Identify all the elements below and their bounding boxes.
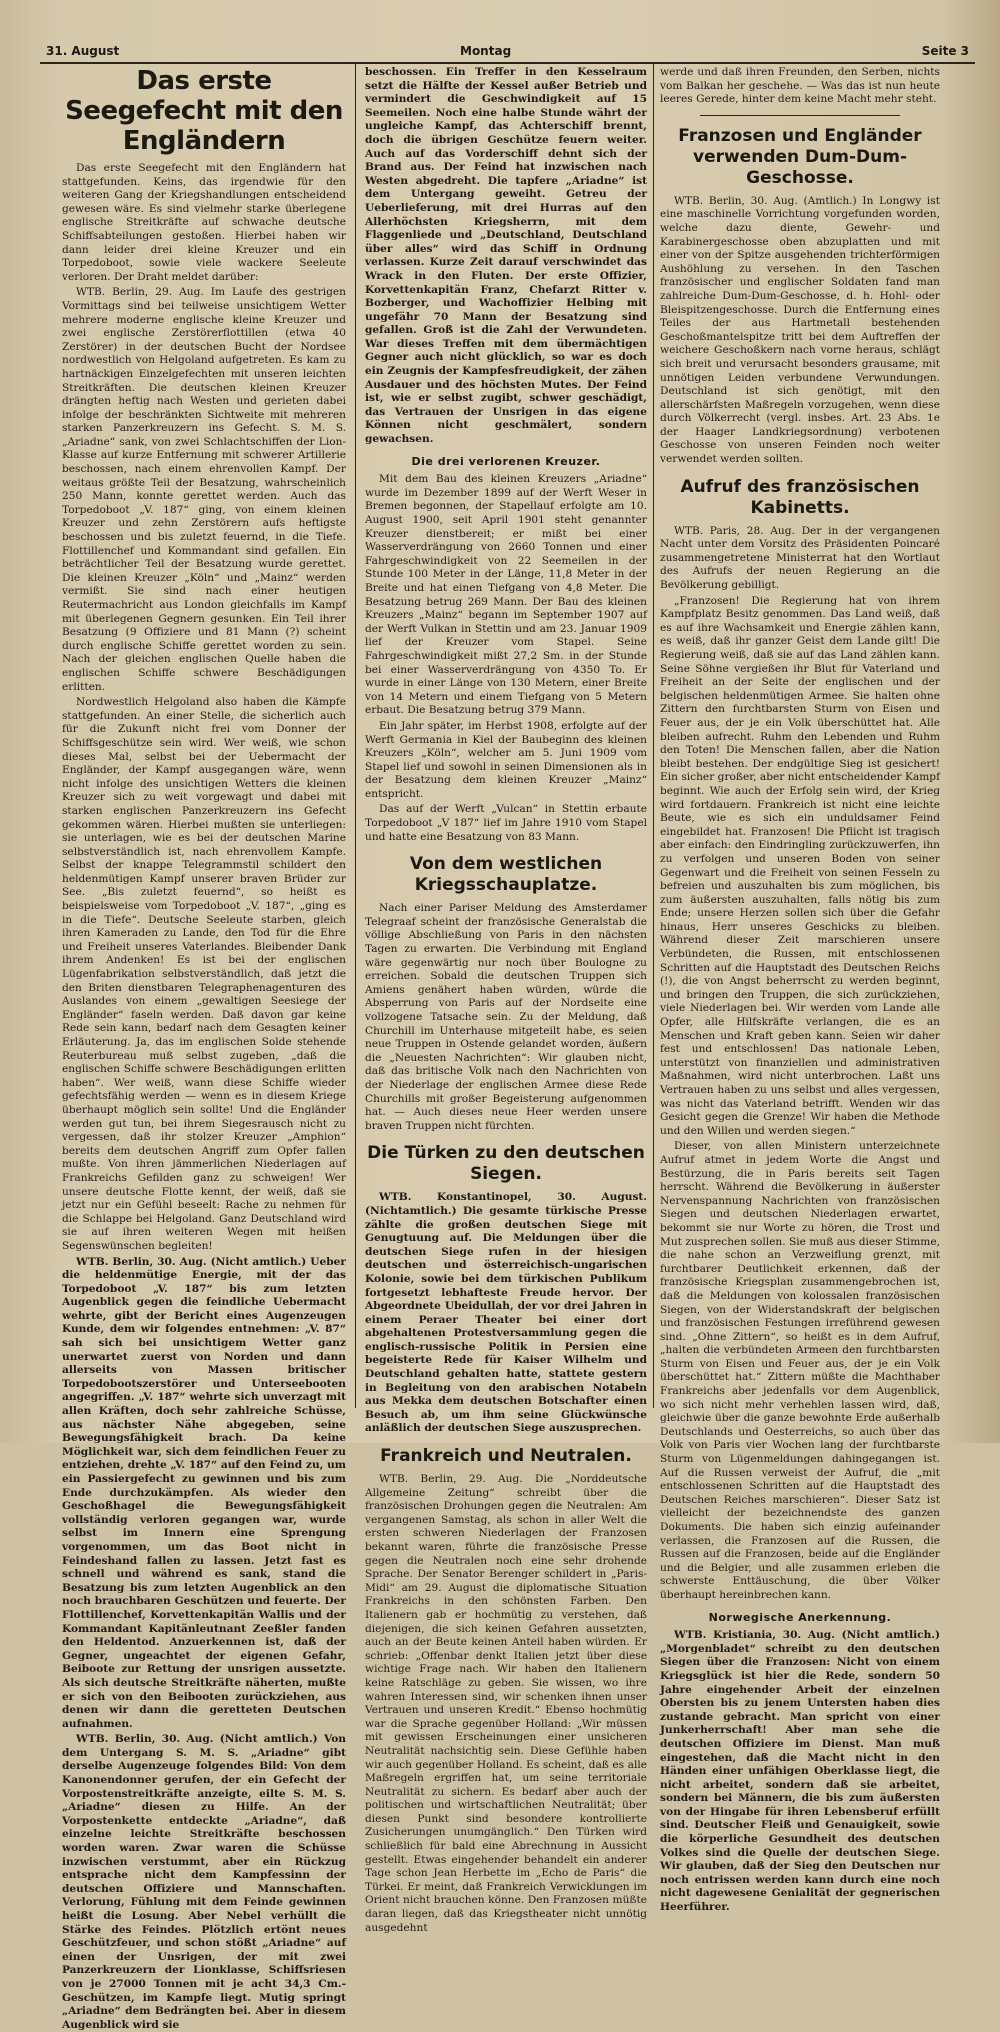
- paragraph: beschossen. Ein Treffer in den Kesselraum setzt die Hälfte der Kessel außer Betrieb und vermindert die Geschwindigkeit auf 15 Seemeilen. Noch eine halbe Stunde währt der ungleiche Kampf, das Achterschiff brennt, doch die übrigen Geschütze feuern weiter. Auch auf das Vorderschiff dehnt sich der Brand aus. Der Feind hat inzwischen nach Westen abgedreht. Die tapfere „Ariadne“ ist dem Untergang geweiht. Getreu der Ueberlieferung, mit drei Hurras auf den Allerhöchsten Kriegsherrn, mit dem Flaggenliede und „Deutschland, Deutschland über alles“ wird das Schiff in Ordnung verlassen. Kurze Zeit darauf verschwindet das Wrack in den Fluten. Der erste Offizier, Korvettenkapitän Franz, Chefarzt Ritter v. Bozberger, und Wachoffizier Helbing mit ungefähr 70 Mann der Besatzung sind gefallen. Groß ist die Zahl der Verwundeten. War dieses Treffen mit dem übermächtigen Gegner auch nicht glücklich, so war es doch ein Zeugnis der Kampfesfreudigkeit, der zähen Ausdauer und des höchsten Mutes. Der Feind ist, wie er selbst zugibt, schwer geschädigt, das Vertrauen der Unsrigen in das eigene Können nicht geschmälert, sondern gewachsen.: [365, 66, 647, 446]
- subheading-norwegisch: Norwegische Anerkennung.: [708, 1610, 892, 1624]
- paragraph: WTB. Kristiania, 30. Aug. (Nicht amtlich.) „Morgenbladet“ schreibt zu den deutschen Siegen über die Franzosen: Nicht von einem Kriegsglück ist hier die Rede, sondern 50 Jahre eingehender Arbeit der einzelnen Obersten bis zu jenem Untersten haben dies zustande gebracht. Man spricht von einer Junkerherrschaft! Aber man sehe die deutschen Offiziere im Dienst. Man muß eingestehen, daß die Macht nicht in den Händen einer unfähigen Oberklasse liegt, die nicht arbeitet, sondern daß sie arbeitet, sondern bei Männern, die bis zum äußersten von der Hingabe für ihren Lebensberuf erfüllt sind. Deutscher Fleiß und Genauigkeit, sowie die körperliche Gesundheit des deutschen Volkes sind die Quelle der deutschen Siege. Wir glauben, daß der Sieg den Deutschen nur noch entrissen werden kann durch eine noch nicht dagewesene Genialität der gegnerischen Heerführer.: [660, 1629, 940, 1914]
- paragraph: Ein Jahr später, im Herbst 1908, erfolgte auf der Werft Germania in Kiel der Baubeginn des kleinen Kreuzers „Köln“, welcher am 5. Juni 1909 vom Stapel lief und sowohl in seinen Dimensionen als in der Besatzung dem kleinen Kreuzer „Mainz“ entspricht.: [365, 719, 647, 800]
- masthead: [40, 40, 975, 64]
- headline-aufruf: Aufruf des französischen Kabinetts.: [680, 476, 920, 518]
- paragraph: WTB. Berlin, 30. Aug. (Nicht amtlich.) Von dem Untergang S. M. S. „Ariadne“ gibt derselbe Augenzeuge folgendes Bild: Von dem Kanonendonner gerufen, der ein Gefecht der Vorpostenstreitkräfte anzeigte, eilte S. M. S. „Ariadne“ diesen zu Hilfe. An der Vorpostenkette entdeckte „Ariadne“, daß einzelne leichte Streitkräfte beschossen worden waren. Zwar waren die Schüsse inzwischen verstummt, aber ein Rückzug entsprache nicht dem Kampfessinn der deutschen Offiziere und Mannschaften. Verlorung, Fühlung mit dem Feinde gewinnen heißt die Losung. Aber Nebel verhüllt die Stärke des Feindes. Plötzlich ertönt neues Geschützfeuer, und schon stößt „Ariadne“ auf einen der Unsrigen, der mit zwei Panzerkreuzern der Lionklasse, Schiffsriesen von je 27000 Tonnen mit je acht 34,3 Cm.-Geschützen, im Kampfe liegt. Mutig springt „Ariadne“ dem Bedrängten bei. Aber in diesem Augenblick wird sie: [62, 1733, 346, 2031]
- headline-seegefecht: Das erste Seegefecht mit den Engländern: [65, 66, 343, 156]
- paragraph: WTB. Berlin, 29. Aug. Im Laufe des gestrigen Vormittags sind bei teilweise unsichtigem Wetter mehrere moderne englische kleine Kreuzer und zwei englische Zerstörerflottillen (etwa 40 Zerstörer) in der deutschen Bucht der Nordsee nordwestlich von Helgoland aufgetreten. Es kam zu hartnäckigen Einzelgefechten mit unseren leichten Streitkräften. Die deutschen kleinen Kreuzer drängten heftig nach Westen und gerieten dabei infolge der beschränkten Sichtweite mit mehreren starken Panzerkreuzern ins Gefecht. S. M. S. „Ariadne“ sank, von zwei Schlachtschiffen der Lion-Klasse auf kurze Entfernung mit schwerer Artillerie beschossen, nach einem ehrenvollen Kampf. Der weitaus größte Teil der Besatzung, wahrscheinlich 250 Mann, konnte gerettet werden. Auch das Torpedoboot „V. 187“ ging, von einem kleinen Kreuzer und zehn Zerstörern aufs heftigste beschossen und bis zuletzt feuernd, in die Tiefe. Flottillenchef und Kommandant sind gefallen. Ein beträchtlicher Teil der Besatzung wurde gerettet. Die kleinen Kreuzer „Köln“ und „Mainz“ werden vermißt. Sie sind nach einer heutigen Reutermachricht aus London gleichfalls im Kampf mit überlegenen Gegnern gesunken. Ein Teil ihrer Besatzung (9 Offiziere und 81 Mann (?) scheint durch englische Schiffe gerettet worden zu sein. Nach der gleichen englischen Quelle haben die englischen Schiffe schwere Beschädigungen erlitten.: [62, 286, 346, 693]
- paragraph: Das erste Seegefecht mit den Engländern hat stattgefunden. Keins, das irgendwie für den weiteren Gang der Kriegshandlungen entscheidend gewesen wäre. Es sind vielmehr starke überlegene englische Streitkräfte auf schwache deutsche Schiffsabteilungen gestoßen. Hierbei haben wir dann leider drei kleine Kreuzer und ein Torpedoboot, sowie viele wackere Seeleute verloren. Der Draht meldet darüber:: [62, 162, 346, 283]
- headline-kriegsschauplatz: Von dem westlichen Kriegsschauplatze.: [409, 854, 603, 896]
- paragraph: werde und daß ihren Freunden, den Serben, nichts vom Balkan her geschehe. — Was das ist nun heute leeres Gerede, hinter dem keine Macht mehr steht.: [660, 66, 940, 106]
- column-rule: [653, 62, 654, 1408]
- masthead-date: 31. August: [46, 44, 120, 58]
- paragraph: Nach einer Pariser Meldung des Amsterdamer Telegraaf scheint der französische Generalstab die völlige Abschließung von Paris in den nächsten Tagen zu erwarten. Die Verbindung mit England wäre gegenwärtig nur noch über Boulogne zu erreichen. Sobald die deutschen Truppen sich Amiens genähert haben würden, würde die Absperrung von Paris auf der Nordseite eine vollzogene Tatsache sein. Zu der Meldung, daß Churchill im Unterhause mitgeteilt habe, es seien neue Truppen in Ostende gelandet worden, äußern die „Neuesten Nachrichten“: Wir glauben nicht, daß das britische Volk nach den Nachrichten von der Niederlage der englischen Armee diese Rede Churchills mit großer Begeisterung aufgenommen hat. — Auch dieses neue Heer werden unsere braven Truppen nicht fürchten.: [365, 902, 647, 1132]
- column-rule: [355, 62, 356, 1408]
- divider: [700, 115, 900, 116]
- paragraph: WTB. Berlin, 30. Aug. (Nicht amtlich.) Ueber die heldenmütige Energie, mit der das Torpedoboot „V. 187“ bis zum letzten Augenblick gegen die feindliche Uebermacht wehrte, gibt der Bericht eines Augenzeugen Kunde, dem wir folgendes entnehmen: „V. 87“ sah sich bei unsichtigem Wetter ganz unerwartet zuerst von Norden und dann allerseits von Massen britischer Torpedobootszerstörer und Unterseebooten angegriffen. „V. 187“ wehrte sich unverzagt mit allen Kräften, doch sehr zahlreiche Schüsse, aus nächster Nähe abgegeben, seine Bewegungsfähigkeit brach. Da keine Möglichkeit war, sich dem feindlichen Feuer zu entziehen, drehte „V. 187“ auf den Feind zu, um ein Passiergefecht zu gewinnen und bis zum Ende durchzukämpfen. Als wieder den Geschoßhagel die Bewegungsfähigkeit vollständig verloren gegangen war, wurde selbst im Innern eine Sprengung vorgenommen, um das Boot nicht in Feindeshand fallen zu lassen. Jetzt fast es schnell und während es sank, stand die Besatzung bis zum letzten Augenblick an den noch brauchbaren Geschützen und feuerte. Der Flottillenchef, Korvettenkapitän Wallis und der Kommandant Kapitänleutnant Zeeßler fanden den Heldentod. Anzuerkennen ist, daß der Gegner, ungeachtet der eigenen Gefahr, Beiboote zur Rettung der unsrigen aussetzte. Als sich deutsche Streitkräfte näherten, mußte er sich von den Beibooten zurückziehen, aus denen wir dann die geretteten Deutschen aufnahmen.: [62, 1255, 346, 1730]
- paragraph: Mit dem Bau des kleinen Kreuzers „Ariadne“ wurde im Dezember 1899 auf der Werft Weser in Bremen begonnen, der Stapellauf erfolgte am 10. August 1900, seit April 1901 steht genannter Kreuzer dienstbereit; er mißt bei einer Wasserverdrängung von 2660 Tonnen und einer Fahrgeschwindigkeit von 22 Seemeilen in der Stunde 100 Meter in der Länge, 11,8 Meter in der Breite und hat einen Tiefgang von 4,8 Meter. Die Besatzung betrug 269 Mann. Der Bau des kleinen Kreuzers „Mainz“ begann im September 1907 auf der Werft Vulkan in Stettin und am 23. Januar 1909 lief der Kreuzer vom Stapel. Seine Fahrgeschwindigkeit mißt 27,2 Sm. in der Stunde bei einer Wasserverdrängung von 4350 To. Er wurde in einer Länge von 130 Metern, einer Breite von 14 Metern und einem Tiefgang von 5 Metern erbaut. Die Besatzung betrug 379 Mann.: [365, 473, 647, 717]
- paragraph: „Franzosen! Die Regierung hat von ihrem Kampfplatz Besitz genommen. Das Land weiß, daß es auf ihre Wachsamkeit und Energie zählen kann, es weiß, daß ihr ganzer Geist dem Lande gilt! Die Regierung weiß, daß sie auf das Land zählen kann. Seine Söhne vergießen ihr Blut für Vaterland und Freiheit an der Seite der englischen und der belgischen heldenmütigen Armee. Sie halten ohne Zittern den furchtbarsten Sturm von Eisen und Feuer aus, der je ein Volk überschüttet hat. Alle bleiben aufrecht. Ruhm den Lebenden und Ruhm den Toten! Die Menschen fallen, aber die Nation bleibt bestehen. Der endgültige Sieg ist gesichert! Ein sicher großer, aber nicht entscheidender Kampf beginnt. Wie auch der Erfolg sein wird, der Krieg wird fortdauern. Frankreich ist nicht eine leichte Beute, wie es sich ein unduldsamer Feind eingebildet hat. Franzosen! Die Pflicht ist tragisch aber einfach: den Eindringling zurückzuwerfen, ihn zu verfolgen und unseren Boden von seiner Gegenwart und die Freiheit von seinen Fesseln zu befreien und auszuhalten bis zum möglichen, bis zum äußersten auszuhalten, falls nötig bis zum Ende; unsere Herzen sollen sich über die Gefahr hinaus, Herr unseres Geschicks zu bleiben. Während dieser Zeit marschieren unsere Verbündeten, die Russen, mit entschlossenen Schritten auf die Hauptstadt des Deutschen Reichs (!), die von Angst beherrscht zu werden beginnt, und bringen den Truppen, die sich zurückziehen, viele Niederlagen bei. Wir werden vom Lande alle Opfer, alle Hilfskräfte verlangen, die es an Menschen und Kraft geben kann. Seien wir daher fest und entschlossen! Das nationale Leben, unterstützt von finanziellen und administrativen Maßnahmen, wird nicht unterbrochen. Laßt uns Vertrauen haben zu uns selbst und alles vergessen, was nicht das Vaterland betrifft. Wenden wir das Gesicht gegen die Grenze! Wir haben die Methode und den Willen und werden siegen.“: [660, 594, 940, 1137]
- column-2: [365, 66, 647, 1934]
- headline-dumdum: Franzosen und Engländer verwenden Dum-Dum-Geschosse.: [678, 125, 922, 188]
- paragraph: WTB. Konstantinopel, 30. August. (Nichtamtlich.) Die gesamte türkische Presse zählte die großen deutschen Siege mit Genugtuung auf. Die Meldungen über die deutschen Siege rufen in der hiesigen deutschen und österreichisch-ungarischen Kolonie, sowie bei dem türkischen Publikum fortgesetzt lebhafteste Freude hervor. Der Abgeordnete Ubeidullah, der vor drei Jahren in einem Peraer Theater bei einer dort abgehaltenen Protestversammlung gegen die englisch-russische Politik in Persien eine begeisterte Rede für Kaiser Wilhelm und Deutschland gehalten hatte, stattete gestern in Begleitung von den arabischen Notabeln aus Mekka dem deutschen Botschafter einen Besuch ab, um ihm seine Glückwünsche anläßlich der deutschen Siege auszusprechen.: [365, 1191, 647, 1435]
- masthead-page: Seite 3: [921, 44, 969, 58]
- paragraph: Dieser, von allen Ministern unterzeichnete Aufruf atmet in jedem Worte die Angst und Bestürzung, die in Paris bereits seit Tagen herrscht. Während die Bevölkerung in äußerster Nervenspannung Nachrichten von französischen Siegen und deutschen Niederlagen erwartet, bekommt sie nur Worte zu hören, die Trost und Mut zusprechen sollen. Sie muß aus dieser Stimme, die nahe schon an Verzweiflung grenzt, mit furchtbarer Deutlichkeit erkennen, daß der französische Kriegsplan zusammengebrochen ist, daß die Meldungen von kolossalen französischen Siegen, von der Widerstandskraft der belgischen und französischen Festungen irreführend gewesen sind. „Ohne Zittern“, so heißt es in dem Aufruf, „halten die verbündeten Armeen den furchtbarsten Sturm von Eisen und Feuer aus, der je ein Volk überschüttet hat.“ Zittern müßte die Machthaber Frankreichs aber jedenfalls vor dem Augenblick, wo sich nicht mehr verhehlen lassen wird, daß, gleichwie über die ganze bewohnte Erde außerhalb Deutschlands und Oesterreichs, so auch über das Volk von Paris vier Wochen lang der furchtbarste Sturm von Lügenmeldungen dahingegangen ist. Auf die Russen verweist der Aufruf, die „mit entschlossenen Schritten auf die Hauptstadt des Deutschen Reiches marschieren“. Dieser Satz ist vielleicht der bezeichnendste des ganzen Dokuments. Die haben sich einzig aufeinander verlassen, die Franzosen auf die Russen, die Russen auf die Franzosen, beide auf die Engländer und die Belgier, und alle zusammen erleben die schwerste Enttäuschung, die über Völker überhaupt hereinbrechen kann.: [660, 1140, 940, 1601]
- paragraph: Nordwestlich Helgoland also haben die Kämpfe stattgefunden. An einer Stelle, die sicherlich auch für die Zukunft nicht frei vom Donner der Schiffsgeschütze sein wird. Wer weiß, wie schon dieses Mal, selbst bei der Uebermacht der Engländer, der Kampf ausgegangen wäre, wenn nicht infolge des unsichtigen Wetters die kleinen Kreuzer sich zu weit vorgewagt und dabei mit starken englischen Panzerkreuzern ins Gefecht gekommen wären. Hierbei mußten sie unterliegen: sie unterlagen, wie es bei der deutschen Marine selbstverständlich ist, nach ehrenvollem Kampfe. Selbst der knappe Telegrammstil schildert den heldenmütigen Kampf unserer braven Brüder zur See. „Bis zuletzt feuernd“, so heißt es beispielsweise vom Torpedoboot „V. 187“, „ging es in die Tiefe“. Deutsche Seeleute starben, gleich ihren Kameraden zu Lande, den Tod für die Ehre und Freiheit unseres Vaterlandes. Bleibender Dank ihrem Andenken! Es ist bei der englischen Lügenfabrikation selbstverständlich, daß jetzt die den Briten dienstbaren Telegraphenagenturen des Auslandes von einem „gewaltigen Seesiege der Engländer“ faseln werden. Daß davon gar keine Rede sein kann, bedarf nach dem Gesagten keiner Erläuterung. Ja, das im englischen Solde stehende Reuterbureau muß selbst zugeben, „daß die englischen Schiffe schwere Beschädigungen erlitten haben“. Wer weiß, wann diese Schiffe wieder gefechtsfähig werden — wenn es in diesem Kriege überhaupt möglich sein sollte! Und die Engländer werden gut tun, bei ihrem Siegesrausch nicht zu vergessen, daß ihr stolzer Kreuzer „Amphion“ bereits dem deutschen Angriff zum Opfer fallen mußte. Von ihren jämmerlichen Niederlagen auf Frankreichs Gefilden ganz zu schweigen! Wer unsere deutsche Flotte kennt, der weiß, daß sie jetzt nur ein Gefühl beseelt: Rache zu nehmen für die Schlappe bei Helgoland. Ganz Deutschland wird sie auf ihren weiteren Wegen mit heißen Segenswünschen begleiten!: [62, 696, 346, 1252]
- masthead-day: Montag: [460, 44, 512, 58]
- column-3: [660, 66, 940, 1914]
- paragraph: WTB. Berlin, 30. Aug. (Amtlich.) In Longwy ist eine maschinelle Vorrichtung vorgefunden worden, welche dazu diente, Gewehr- und Karabinergeschosse oben abzuplatten und mit einer von der Spitze ausgehenden trichterförmigen Aushöhlung zu versehen. In den Taschen französischer und englischer Soldaten fand man zahlreiche Dum-Dum-Geschosse, d. h. Hohl- oder Bleispitzengeschosse. Durch die Entfernung eines Teiles der aus Hartmetall bestehenden Geschoßmantelspitze tritt bei dem Auftreffen der weichere Geschoßkern nach vorne heraus, schlägt sich breit und verursacht besonders grausame, mit unnötigen Leiden verbundene Verwundungen. Deutschland ist sich genötigt, mit den allerschärfsten Maßregeln vorzugehen, wenn diese durch Völkerrecht (vergl. insbes. Art. 23 Abs. 1e der Haager Landkriegsordnung) verbotenen Geschosse von unseren Feinden noch weiter verwendet werden sollten.: [660, 194, 940, 466]
- column-1: [62, 66, 346, 2031]
- subheading-kreuzer: Die drei verlorenen Kreuzer.: [411, 454, 601, 468]
- paragraph: WTB. Berlin, 29. Aug. Die „Norddeutsche Allgemeine Zeitung“ schreibt über die französischen Drohungen gegen die Neutralen: Am vergangenen Samstag, als schon in aller Welt die ersten schweren Niederlagen der Franzosen bekannt waren, führte die französische Presse gegen die Neutralen noch eine sehr drohende Sprache. Der Senator Berenger schildert in „Paris-Midi“ am 29. August die diplomatische Situation Frankreichs in den schönsten Farben. Den Italienern gab er hochmütig zu verstehen, daß diejenigen, die sich keinen Gefahren aussetzten, auch an der Beute keinen Anteil haben würden. Er schrieb: „Offenbar denkt Italien jetzt über diese wichtige Frage nach. Wir haben den Italienern keine Ratschläge zu geben. Sie wissen, wo ihre wahren Interessen sind, wir schenken ihnen unser Vertrauen und unseren Kredit.“ Ebenso hochmütig war die Sprache gegenüber Holland: „Wir müssen mit gewissen Erscheinungen einer unsicheren Neutralität nachsichtig sein. Diese Gefühle haben wir auch gegenüber Holland. Es scheint, daß es alle Maßregeln ergriffen hat, um seine territoriale Neutralität zu sichern. Es bedarf aber auch der politischen und wirtschaftlichen Neutralität; über diesen Punkt sind besondere kontrollierte Zusicherungen unumgänglich.“ Den Türken wird schließlich für bald eine Abrechnung in Aussicht gestellt. Etwas eingehender behandelt ein anderer Tage schon Jean Herbette im „Echo de Paris“ die Türkei. Er meint, daß Frankreich Verwicklungen im Orient nicht brauchen könne. Den Franzosen müßte daran liegen, daß das Kriegstheater nicht unnötig ausgedehnt: [365, 1473, 647, 1934]
- headline-tuerken: Die Türken zu den deutschen Siegen.: [367, 1143, 645, 1185]
- paragraph: WTB. Paris, 28. Aug. Der in der vergangenen Nacht unter dem Vorsitz des Präsidenten Poincaré zusammengetretene Ministerrat hat den Wortlaut des Aufrufs der neuen Regierung an die Bevölkerung gebilligt.: [660, 524, 940, 592]
- headline-neutralen: Frankreich und Neutralen.: [380, 1446, 632, 1467]
- paragraph: Das auf der Werft „Vulcan“ in Stettin erbaute Torpedoboot „V 187“ lief im Jahre 1910 vom Stapel und hatte eine Besatzung von 83 Mann.: [365, 803, 647, 843]
